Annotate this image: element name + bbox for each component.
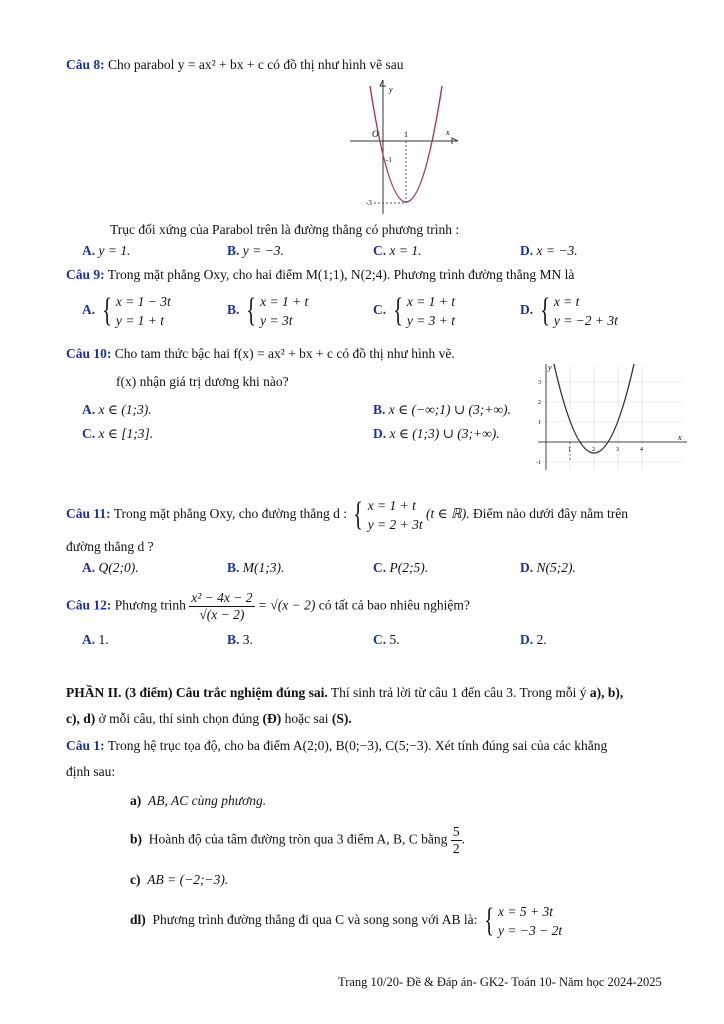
q12-label: Câu 12: [66, 597, 112, 613]
q9-option-d[interactable]: D. { x = t y = −2 + 3t [520, 292, 618, 329]
q12-rhs: = √(x − 2) [257, 597, 316, 613]
q10-tick-x2: 2 [592, 447, 595, 453]
q11-row2: y = 2 + 3t [367, 517, 423, 532]
q10-tick-x4: 4 [640, 447, 643, 453]
q9-stem [66, 267, 574, 283]
q9-option-b[interactable]: B. { x = 1 + t y = 3t [227, 292, 309, 329]
q12-option-d[interactable]: D. 2. [520, 632, 547, 647]
q8-stem [66, 57, 404, 73]
q10-quadratic-graph [532, 362, 692, 474]
q11-row1: x = 1 + t [367, 498, 416, 513]
q10-option-a[interactable]: A. x ∈ (1;3). [82, 402, 152, 417]
q9-option-a[interactable]: A. { x = 1 − 3t y = 1 + t [82, 292, 171, 329]
q12-stem [66, 590, 470, 623]
p2q1-stem: Câu 1: Trong hệ trục tọa độ, cho ba điểm A(2;0), B(0;−3), C(5;−3). Xét tính đúng sai của các khẳng [66, 738, 608, 753]
q10-option-b[interactable]: B. x ∈ (−∞;1) ∪ (3;+∞). [373, 402, 511, 417]
q9-label: Câu 9: [66, 267, 105, 282]
q8-x-label: x [446, 128, 450, 137]
q10-prompt: f(x) nhận giá trị dương khi nào? [116, 374, 289, 389]
q8-label: Câu 8: [66, 57, 105, 72]
q10-option-d[interactable]: D. x ∈ (1;3) ∪ (3;+∞). [373, 426, 500, 441]
q12-text-b: có tất cả bao nhiêu nghiệm? [318, 597, 470, 613]
part2-heading-line2: c), d) ở mỗi câu, thí sinh chọn đúng (Đ) hoặc sai (S). [66, 711, 352, 726]
p2q1-label: Câu 1: [66, 738, 105, 753]
p2q1-statement-a[interactable]: a) AB, AC cùng phương. [130, 793, 267, 808]
q8-origin: O [372, 129, 379, 139]
q10-stem [66, 346, 455, 362]
q8-parabola-graph [350, 78, 460, 216]
q12-option-a[interactable]: A. 1. [82, 632, 109, 647]
q12-option-c[interactable]: C. 5. [373, 632, 400, 647]
q10-x-label: x [678, 433, 682, 442]
q12-option-b[interactable]: B. 3. [227, 632, 253, 647]
q8-option-b[interactable]: B. y = −3. [227, 243, 284, 258]
q8-tick-y1: -1 [386, 156, 392, 164]
q11-option-b[interactable]: B. M(1;3). [227, 560, 285, 575]
q8-option-c[interactable]: C. x = 1. [373, 243, 422, 258]
q9-text: Trong mặt phẳng Oxy, cho hai điểm M(1;1), N(2;4). Phương trình đường thẳng MN là [107, 267, 575, 282]
q8-tick-x1: 1 [404, 130, 408, 139]
q11-cond: (t ∈ ℝ). [426, 506, 470, 522]
q10-y-label: y [548, 363, 552, 372]
p2q1-statement-b[interactable]: b) Hoành độ của tâm đường tròn qua 3 điểm A, B, C bằng $\frac{5}{2}$ . [130, 824, 465, 856]
q11-text-b: Điểm nào dưới đây nằm trên [472, 506, 629, 522]
q8-tick-y3: -3 [366, 199, 372, 207]
q10-label: Câu 10: [66, 346, 112, 361]
p2q1-b-fraction: $\frac{5}{2}$ [452, 824, 460, 856]
q11-label: Câu 11: [66, 506, 111, 522]
q11-option-c[interactable]: C. P(2;5). [373, 560, 429, 575]
q12-text-a: Phương trình [114, 597, 186, 613]
q11-text-a: Trong mặt phẳng Oxy, cho đường thẳng d : [113, 506, 347, 522]
q9-option-c[interactable]: C. { x = 1 + t y = 3 + t [373, 292, 456, 329]
q10-tick-y1: 1 [538, 420, 541, 426]
q10-tick-yn1: -1 [536, 460, 541, 466]
q10-text: Cho tam thức bậc hai f(x) = ax² + bx + c có đồ thị như hình vẽ. [114, 346, 455, 361]
p2q1-statement-c[interactable]: c) AB = (−2;−3). [130, 872, 229, 887]
q8-parabola-curve [370, 86, 442, 202]
q10-tick-y2: 2 [538, 400, 541, 406]
p2q1-statement-d[interactable]: dl) Phương trình đường thẳng đi qua C và song song với AB là: { x = 5 + 3t y = −3 − 2t [130, 902, 563, 939]
q8-text: Cho parabol y = ax² + bx + c có đồ thị như hình vẽ sau [108, 57, 404, 72]
q12-fraction: $\frac{\text{x² − 4x − 2}}{√(x - 2)}$ [191, 590, 253, 622]
q10-tick-y3: 3 [538, 380, 541, 386]
q8-option-a[interactable]: A. y = 1. [82, 243, 131, 258]
q11-stem: Câu 11: Trong mặt phẳng Oxy, cho đường thẳng d : { x = 1 + t y = 2 + 3t (t ∈ ℝ). Điểm nào dưới đây nằm trên [66, 496, 629, 533]
q10-grid [540, 366, 682, 470]
q11-option-a[interactable]: A. Q(2;0). [82, 560, 139, 575]
q11-text-c: đường thẳng d ? [66, 539, 154, 554]
q8-prompt: Trục đối xứng của Parabol trên là đường thẳng có phương trình : [110, 222, 460, 237]
q8-option-d[interactable]: D. x = −3. [520, 243, 578, 258]
q10-option-c[interactable]: C. x ∈ [1;3]. [82, 426, 154, 441]
q10-tick-x3: 3 [616, 447, 619, 453]
q8-y-label: y [389, 85, 393, 94]
q11-option-d[interactable]: D. N(5;2). [520, 560, 576, 575]
q10-tick-x1: 1 [568, 447, 571, 453]
page-footer: Trang 10/20- Đề & Đáp án- GK2- Toán 10- Năm học 2024-2025 [338, 975, 662, 989]
p2q1-stem-line2: định sau: [66, 764, 116, 779]
part2-heading: PHẦN II. (3 điểm) Câu trắc nghiệm đúng sai. Thí sinh trả lời từ câu 1 đến câu 3. Trong mỗi ý a), b), [66, 685, 624, 700]
